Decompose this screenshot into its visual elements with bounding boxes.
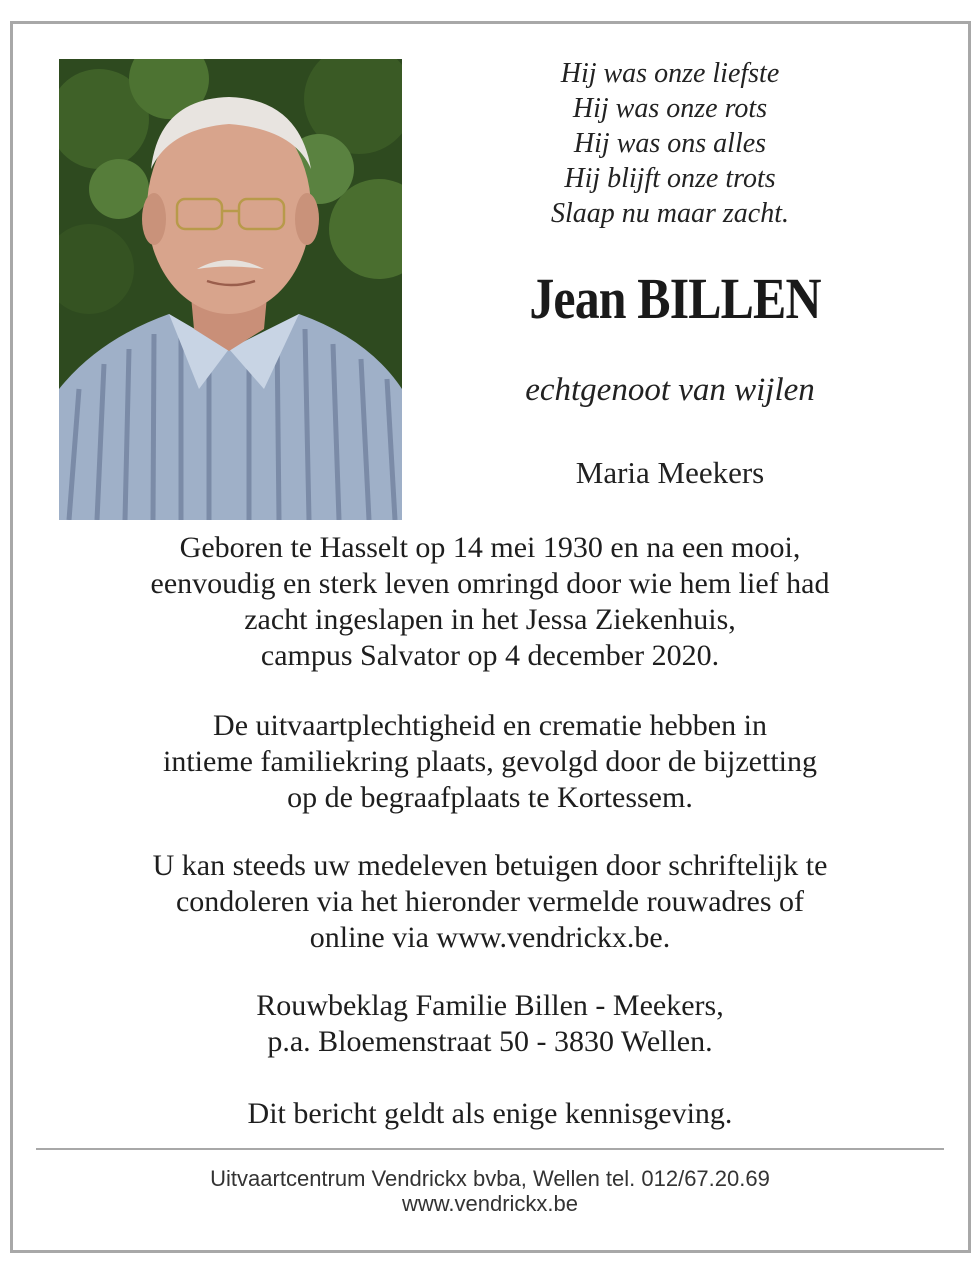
poem-line: Slaap nu maar zacht.	[551, 198, 789, 229]
memorial-poem	[470, 56, 870, 231]
footer-website: www.vendrickx.be	[401, 1191, 579, 1216]
poem-line: Hij was onze rots	[572, 93, 768, 124]
text-line: op de begraafplaats te Kortessem.	[287, 781, 693, 814]
poem-line: Hij was ons alles	[573, 128, 767, 159]
text-line: online via www.vendrickx.be.	[309, 921, 671, 954]
text-line: Rouwbeklag Familie Billen - Meekers,	[256, 989, 724, 1022]
footer-divider	[36, 1148, 944, 1150]
deceased-name: Jean BILLEN	[529, 266, 821, 331]
text-line: U kan steeds uw medeleven betuigen door schriftelijk te	[152, 849, 828, 882]
text-line: campus Salvator op 4 december 2020.	[260, 639, 720, 672]
ceremony-paragraph	[30, 708, 950, 816]
spouse-label: echtgenoot van wijlen	[525, 372, 815, 408]
condolences-paragraph	[30, 848, 950, 956]
text-line: p.a. Bloemenstraat 50 - 3830 Wellen.	[267, 1025, 713, 1058]
text-line: zacht ingeslapen in het Jessa Ziekenhuis,	[244, 603, 736, 636]
text-line: Dit bericht geldt als enige kennisgeving.	[247, 1097, 733, 1130]
spouse-name: Maria Meekers	[575, 455, 765, 490]
text-line: eenvoudig en sterk leven omringd door wie hem lief had	[150, 567, 830, 600]
text-line: condoleren via het hieronder vermelde rouwadres of	[175, 885, 805, 918]
notice-paragraph	[30, 1096, 950, 1132]
text-line: Geboren te Hasselt op 14 mei 1930 en na een mooi,	[179, 531, 801, 564]
poem-line: Hij was onze liefste	[560, 58, 780, 89]
poem-line: Hij blijft onze trots	[564, 163, 776, 194]
birth-paragraph	[30, 530, 950, 674]
portrait-photo	[59, 59, 402, 520]
footer-company: Uitvaartcentrum Vendrickx bvba, Wellen tel. 012/67.20.69	[210, 1166, 770, 1191]
text-line: De uitvaartplechtigheid en crematie hebben in	[213, 709, 767, 742]
address-paragraph	[30, 988, 950, 1060]
text-line: intieme familiekring plaats, gevolgd door de bijzetting	[163, 745, 817, 778]
